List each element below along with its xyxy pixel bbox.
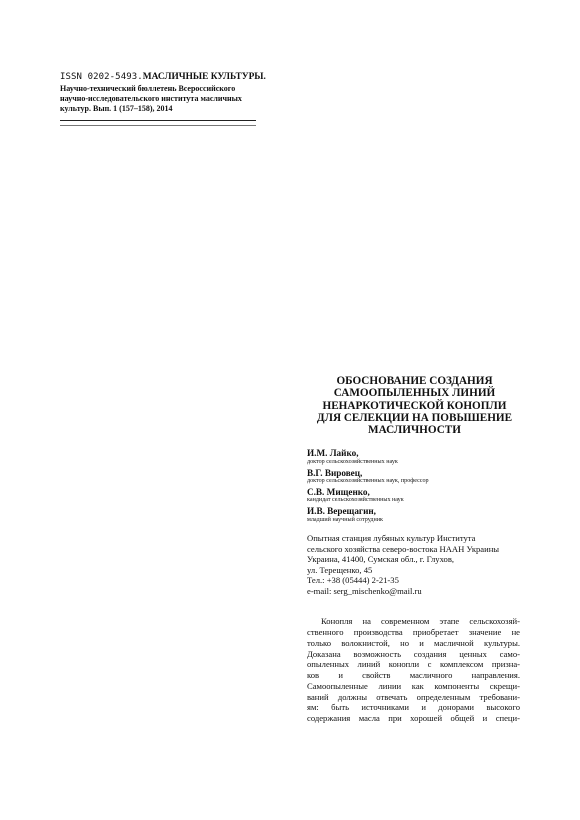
journal-subtitle-line: научно-исследовательского института масличных <box>60 94 242 103</box>
abstract-line: только волокнистой, но и масличной культуры. <box>307 637 520 648</box>
article-title-line: ОБОСНОВАНИЕ СОЗДАНИЯ <box>336 375 493 387</box>
abstract-line: Конопля на современном этапе сельскохозяй- <box>321 616 520 627</box>
author-affiliation <box>307 533 520 597</box>
author-degree: доктор сельскохозяйственных наук <box>307 458 398 465</box>
author-entry <box>307 468 520 486</box>
journal-subtitle-line: культур. Вып. 1 (157–158), 2014 <box>60 104 173 113</box>
article-title-line: МАСЛИЧНОСТИ <box>368 424 461 437</box>
abstract-line: опыленных линий конопли с комплексом призна- <box>307 659 520 670</box>
author-name: С.В. Мищенко, <box>307 486 370 497</box>
journal-subtitle-line: Научно-технический бюллетень Всероссийского <box>60 84 236 93</box>
abstract-line: ям: быть источниками и донорами высокого <box>307 702 520 713</box>
affiliation-line: Украина, 41400, Сумская обл., г. Глухов, <box>307 554 455 565</box>
author-entry <box>307 448 520 466</box>
author-entry <box>307 487 520 505</box>
journal-header <box>60 72 275 126</box>
header-divider-thin <box>60 125 256 126</box>
abstract-line: Доказана возможность создания ценных само- <box>307 648 520 659</box>
author-name: И.М. Лайко, <box>307 448 359 459</box>
journal-header-line <box>60 72 275 83</box>
affiliation-line: Опытная станция лубяных культур Института <box>307 532 476 543</box>
journal-name: МАСЛИЧНЫЕ КУЛЬТУРЫ. <box>142 72 266 82</box>
author-entry <box>307 506 520 524</box>
abstract-line: Самоопыленные линии как компоненты скрещи- <box>307 680 520 691</box>
affiliation-line: ул. Терещенко, 45 <box>307 564 373 575</box>
abstract-line: ков и свойств масличного направления. <box>307 670 520 681</box>
author-name: В.Г. Вировец, <box>307 467 363 478</box>
abstract-line: содержания масла при хорошей общей и специ- <box>307 713 520 724</box>
abstract-line: ваний должны отвечать определенным требовани- <box>307 691 520 702</box>
affiliation-email: e-mail: serg_mischenko@mail.ru <box>307 585 422 596</box>
article-title-line: НЕНАРКОТИЧЕСКОЙ КОНОПЛИ <box>322 399 507 412</box>
journal-subtitle <box>60 84 275 114</box>
author-degree: младший научный сотрудник <box>307 516 383 523</box>
author-list <box>307 448 520 523</box>
author-degree: доктор сельскохозяйственных наук, профессор <box>307 478 429 485</box>
article-column <box>307 375 520 724</box>
article-title <box>307 375 520 436</box>
abstract-line: ственного производства приобретает значение не <box>307 627 520 638</box>
article-title-line: САМООПЫЛЕННЫХ ЛИНИЙ <box>333 387 496 400</box>
author-degree: кандидат сельскохозяйственных наук <box>307 497 404 504</box>
affiliation-phone: Тел.: +38 (05444) 2-21-35 <box>307 575 399 586</box>
article-title-line: ДЛЯ СЕЛЕКЦИИ НА ПОВЫШЕНИЕ <box>316 411 513 424</box>
affiliation-line: сельского хозяйства северо-востока НААН Украины <box>307 543 500 554</box>
header-divider <box>60 120 256 121</box>
author-name: И.В. Верещагин, <box>307 506 376 517</box>
issn-number: ISSN 0202-5493. <box>60 72 143 82</box>
article-abstract <box>307 616 520 724</box>
